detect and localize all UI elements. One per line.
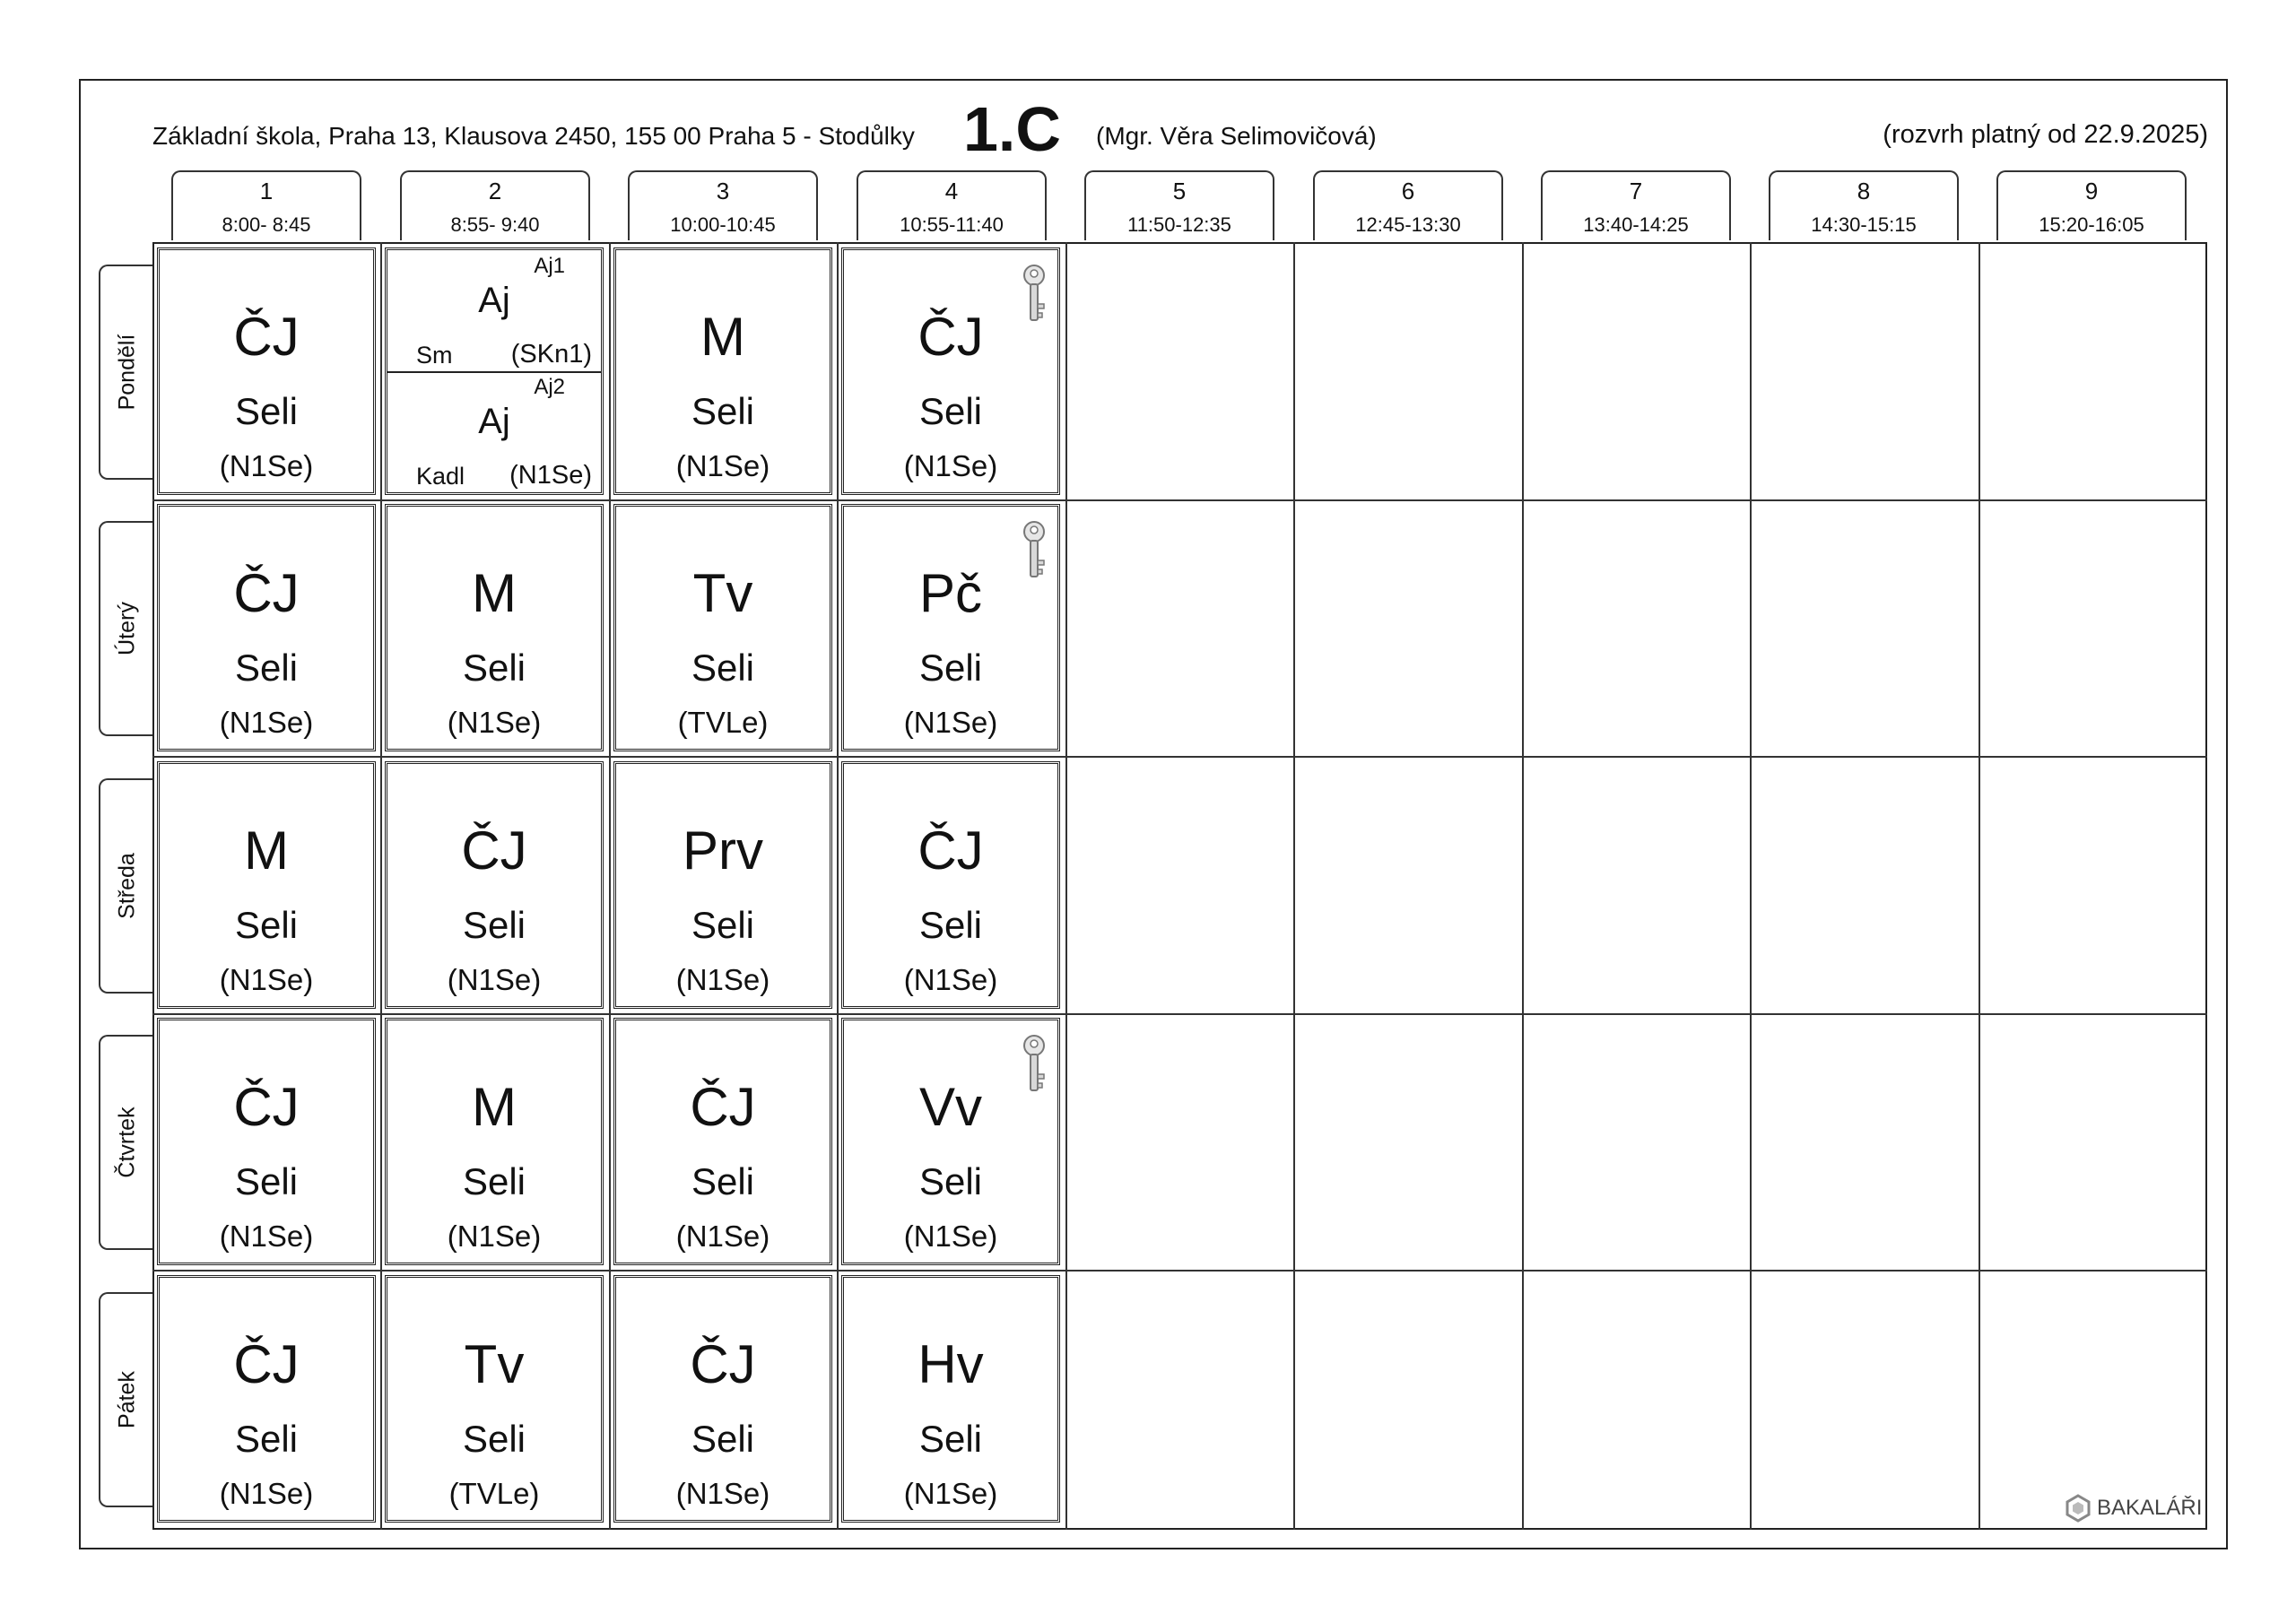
lesson-subject: ČJ [918, 307, 984, 367]
lesson-teacher: Seli [691, 1418, 755, 1460]
period-number: 5 [1172, 178, 1187, 204]
grid-row-divider [152, 1013, 2207, 1015]
lesson-subject: ČJ [233, 563, 300, 623]
lesson-subject: Tv [464, 1334, 525, 1394]
lesson-teacher: Seli [462, 1160, 526, 1202]
period-time: 8:00- 8:45 [222, 213, 311, 236]
lesson-teacher: Seli [234, 1160, 299, 1202]
group-lesson[interactable] [387, 250, 601, 373]
grid-column-divider [1522, 242, 1524, 1530]
day-tab-friday [99, 1292, 154, 1507]
lesson-teacher: Seli [234, 647, 299, 689]
lesson-subject: Prv [683, 820, 763, 881]
period-tab-6 [1313, 170, 1503, 240]
class-teacher: (Mgr. Věra Selimovičová) [1096, 122, 1377, 150]
school-name: Základní škola, Praha 13, Klausova 2450, 155 00 Praha 5 - Stodůlky [152, 122, 915, 150]
brand-name: BAKALÁŘI [2097, 1496, 2203, 1520]
grid-column-divider [1065, 242, 1067, 1530]
lesson-cell[interactable] [157, 1275, 376, 1523]
period-tab-1 [171, 170, 361, 240]
valid-from: (rozvrh platný od 22.9.2025) [1883, 120, 2208, 149]
period-tab-7 [1541, 170, 1731, 240]
lesson-cell[interactable] [841, 1018, 1060, 1265]
bakalari-logo-icon [2065, 1494, 2092, 1523]
lesson-teacher: Seli [234, 904, 299, 946]
lesson-teacher: Seli [918, 1160, 983, 1202]
lesson-room: (N1Se) [219, 1219, 314, 1253]
period-tab-5 [1084, 170, 1274, 240]
lesson-teacher: Seli [462, 647, 526, 689]
lesson-subject: ČJ [233, 1077, 300, 1137]
grid-column-divider [1979, 242, 1980, 1530]
grid-row-divider [152, 499, 2207, 501]
lesson-subject: ČJ [233, 1334, 300, 1394]
lesson-teacher: Kadl [416, 463, 465, 490]
lesson-teacher: Seli [918, 647, 983, 689]
lesson-room: (N1Se) [675, 963, 770, 996]
lesson-room: (N1Se) [219, 963, 314, 996]
day-tab-monday [99, 265, 154, 480]
period-tab-4 [857, 170, 1047, 240]
grid-column-divider [380, 242, 382, 1530]
lesson-cell[interactable] [613, 247, 832, 495]
lesson-cell[interactable] [385, 504, 604, 751]
grid-row-divider [152, 1270, 2207, 1271]
lesson-room: (N1Se) [447, 963, 542, 996]
period-time: 11:50-12:35 [1127, 213, 1231, 236]
lesson-room: (N1Se) [675, 449, 770, 482]
lesson-teacher: Seli [918, 904, 983, 946]
lesson-room: (N1Se) [675, 1477, 770, 1510]
lesson-room: (N1Se) [219, 706, 314, 739]
lesson-subject: Hv [918, 1334, 984, 1394]
group-name: Aj1 [534, 254, 565, 278]
period-time: 13:40-14:25 [1583, 213, 1689, 236]
lesson-subject: M [244, 820, 289, 881]
lesson-room: (N1Se) [903, 1477, 998, 1510]
lesson-subject: Tv [692, 563, 753, 623]
lesson-subject: ČJ [918, 820, 984, 881]
lesson-cell-split[interactable] [385, 247, 604, 495]
period-number: 8 [1857, 178, 1871, 204]
lesson-teacher: Seli [234, 390, 299, 432]
lesson-subject: ČJ [233, 307, 300, 367]
lesson-subject: Pč [918, 563, 983, 623]
lesson-cell[interactable] [157, 504, 376, 751]
lesson-subject: ČJ [461, 820, 527, 881]
lesson-teacher: Seli [691, 1160, 755, 1202]
period-number: 7 [1629, 178, 1643, 204]
class-name: 1.C [963, 94, 1061, 164]
period-tab-9 [1996, 170, 2187, 240]
lesson-room: (SKn1) [510, 340, 592, 369]
group-name: Aj2 [534, 375, 565, 399]
lesson-cell[interactable] [841, 761, 1060, 1009]
lesson-cell[interactable] [613, 761, 832, 1009]
day-tab-wednesday [99, 778, 154, 994]
period-tab-8 [1769, 170, 1959, 240]
period-time: 15:20-16:05 [2039, 213, 2144, 236]
grid-column-divider [837, 242, 839, 1530]
lesson-cell[interactable] [841, 247, 1060, 495]
lesson-cell[interactable] [613, 1275, 832, 1523]
lesson-room: (N1Se) [509, 461, 592, 490]
day-tab-thursday [99, 1035, 154, 1250]
lesson-cell[interactable] [841, 1275, 1060, 1523]
period-number: 1 [259, 178, 274, 204]
period-tab-3 [628, 170, 818, 240]
lesson-cell[interactable] [157, 247, 376, 495]
grid-row-divider [152, 756, 2207, 758]
lesson-room: (N1Se) [903, 1219, 998, 1253]
day-tab-tuesday [99, 521, 154, 736]
lesson-teacher: Seli [462, 1418, 526, 1460]
period-number: 9 [2084, 178, 2099, 204]
day-label: Středa [114, 853, 140, 919]
lesson-subject: Aj [478, 402, 510, 441]
lesson-subject: Vv [918, 1077, 983, 1137]
lesson-subject: ČJ [690, 1077, 756, 1137]
lesson-cell[interactable] [613, 504, 832, 751]
grid-column-divider [609, 242, 611, 1530]
lesson-teacher: Seli [918, 390, 983, 432]
period-number: 6 [1401, 178, 1415, 204]
lesson-subject: Aj [478, 281, 510, 320]
lesson-room: (N1Se) [903, 706, 998, 739]
day-label: Pondělí [114, 334, 140, 411]
lesson-cell[interactable] [385, 761, 604, 1009]
grid-column-divider [1293, 242, 1295, 1530]
period-number: 4 [944, 178, 959, 204]
period-time: 12:45-13:30 [1355, 213, 1461, 236]
period-number: 2 [488, 178, 502, 204]
lesson-room: (N1Se) [903, 449, 998, 482]
lesson-room: (N1Se) [219, 449, 314, 482]
lesson-room: (N1Se) [447, 706, 542, 739]
day-label: Pátek [114, 1371, 140, 1428]
lesson-teacher: Seli [691, 647, 755, 689]
lesson-subject: M [700, 307, 745, 367]
lesson-cell[interactable] [385, 1018, 604, 1265]
day-label: Úterý [114, 602, 140, 655]
lesson-teacher: Seli [918, 1418, 983, 1460]
grid-column-divider [1750, 242, 1752, 1530]
lesson-room: (N1Se) [903, 963, 998, 996]
period-number: 3 [716, 178, 730, 204]
period-time: 8:55- 9:40 [450, 213, 540, 236]
period-time: 10:55-11:40 [900, 213, 1004, 236]
period-tab-2 [400, 170, 590, 240]
lesson-room: (N1Se) [219, 1477, 314, 1510]
lesson-teacher: Seli [691, 904, 755, 946]
lesson-room: (TVLe) [677, 706, 769, 739]
period-time: 14:30-15:15 [1811, 213, 1917, 236]
lesson-subject: M [472, 1077, 517, 1137]
period-time: 10:00-10:45 [670, 213, 776, 236]
lesson-room: (TVLe) [448, 1477, 540, 1510]
lesson-teacher: Seli [691, 390, 755, 432]
lesson-subject: ČJ [690, 1334, 756, 1394]
lesson-teacher: Sm [416, 342, 453, 369]
lesson-cell[interactable] [157, 1018, 376, 1265]
lesson-cell[interactable] [841, 504, 1060, 751]
lesson-subject: M [472, 563, 517, 623]
lesson-cell[interactable] [613, 1018, 832, 1265]
lesson-teacher: Seli [234, 1418, 299, 1460]
lesson-cell[interactable] [157, 761, 376, 1009]
lesson-room: (N1Se) [447, 1219, 542, 1253]
lesson-room: (N1Se) [675, 1219, 770, 1253]
lesson-cell[interactable] [385, 1275, 604, 1523]
day-label: Čtvrtek [114, 1107, 140, 1178]
bakalari-logo [2065, 1494, 2202, 1523]
lesson-teacher: Seli [462, 904, 526, 946]
group-lesson[interactable] [387, 371, 601, 492]
